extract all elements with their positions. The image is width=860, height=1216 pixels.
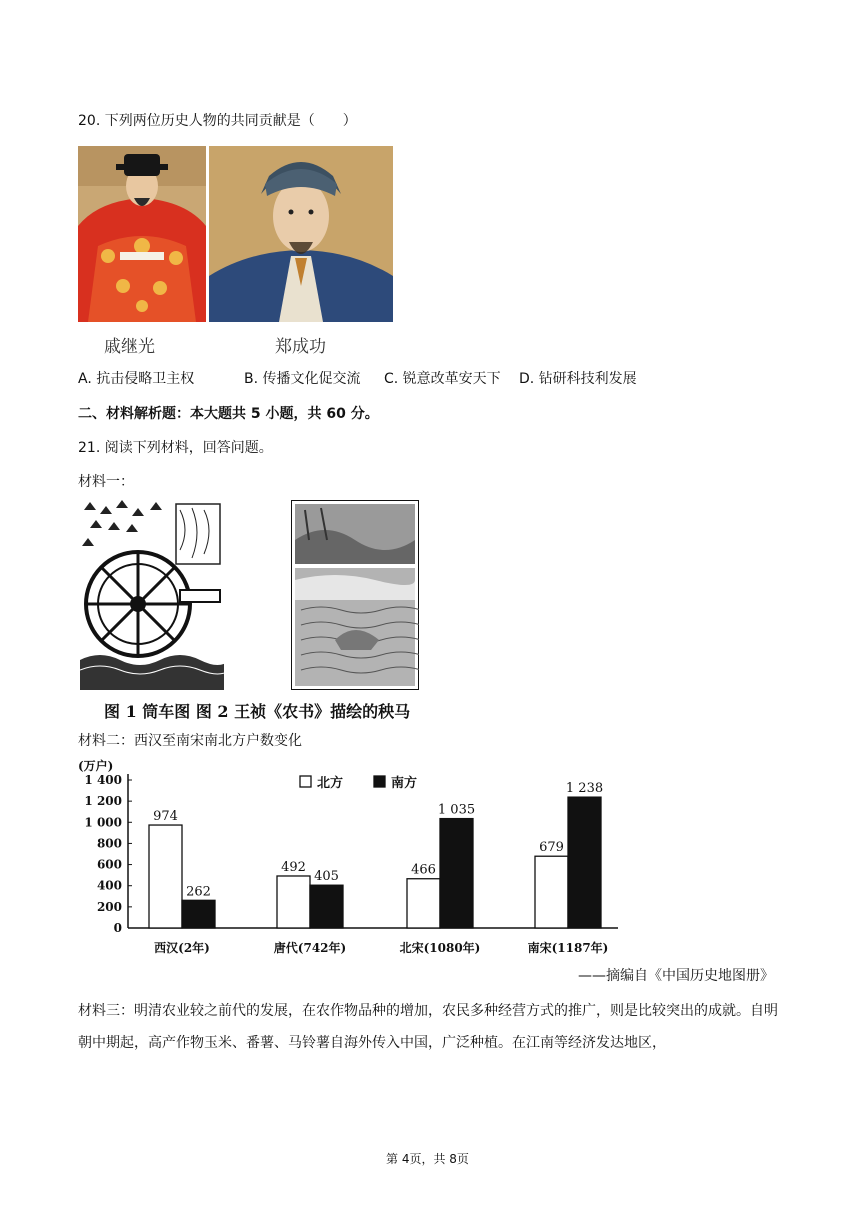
- portrait-qi-jiguang-image: [78, 146, 206, 322]
- y-tick-label: 600: [96, 857, 122, 872]
- rice-seedling-horse-drawing: [291, 500, 419, 690]
- page-footer: 第 4页，共 8页: [386, 1152, 469, 1166]
- portrait-caption-1: 戚继光: [104, 337, 155, 357]
- portrait-zheng-chenggong-image: [209, 146, 393, 322]
- legend-label-north: 北方: [317, 776, 344, 791]
- question-20-stem: 20. 下列两位历史人物的共同贡献是（ ）: [78, 113, 357, 129]
- bar-value-label: 405: [314, 869, 339, 885]
- bar-north: [407, 879, 440, 928]
- bar-north: [535, 856, 568, 928]
- water-wheel-drawing: [80, 500, 224, 690]
- y-axis-label: (万户): [78, 759, 114, 773]
- bar-value-label: 466: [411, 862, 436, 878]
- household-bar-chart: [78, 758, 638, 966]
- x-category-label: 北宋(1080年): [399, 941, 481, 955]
- material-2-label: 材料二：西汉至南宋南北方户数变化: [78, 733, 302, 749]
- x-category-label: 南宋(1187年): [527, 941, 609, 955]
- bar-north: [149, 825, 182, 928]
- material-1-caption: 图 1 筒车图 图 2 王祯《农书》描绘的秧马: [104, 702, 411, 721]
- y-tick-label: 0: [113, 921, 122, 935]
- y-tick-label: 400: [96, 878, 122, 893]
- bar-south: [568, 797, 601, 928]
- x-category-label: 西汉(2年): [154, 941, 210, 955]
- section-2-title: 二、材料解析题：本大题共 5 小题，共 60 分。: [78, 406, 379, 422]
- option-a: A. 抗击侵略卫主权: [78, 371, 195, 387]
- y-tick-label: 1 000: [84, 815, 122, 830]
- figure-water-wheel: [80, 500, 224, 690]
- bar-value-label: 1 238: [565, 781, 604, 797]
- bar-value-label: 492: [281, 859, 306, 875]
- x-category-label: 唐代(742年): [273, 941, 347, 955]
- bar-north: [277, 876, 310, 928]
- y-tick-label: 1 400: [84, 773, 122, 787]
- bar-value-label: 1 035: [437, 802, 476, 818]
- legend-label-south: 南方: [391, 776, 418, 791]
- bar-value-label: 679: [539, 840, 564, 856]
- bar-south: [182, 900, 215, 928]
- bar-south: [310, 885, 343, 928]
- question-21-stem: 21. 阅读下列材料，回答问题。: [78, 440, 273, 456]
- bar-value-label: 262: [186, 884, 211, 900]
- bar-value-label: 974: [153, 809, 178, 825]
- y-tick-label: 200: [96, 899, 122, 914]
- option-c: C. 锐意改革安天下: [384, 371, 501, 387]
- figure-rice-seedling-horse: [291, 500, 419, 690]
- y-tick-label: 800: [96, 836, 122, 851]
- legend-swatch-north: [300, 776, 311, 787]
- material-3-paragraph: 材料三：明清农业较之前代的发展，在农作物品种的增加，农民多种经营方式的推广，则是比较突出的成就。自明朝中期起，高产作物玉米、番薯、马铃薯自海外传入中国，广泛种植。在江南等经济发达地区，: [78, 1003, 778, 1051]
- bar-south: [440, 819, 473, 928]
- material-2-source: ——摘编自《中国历史地图册》: [578, 968, 774, 984]
- option-d: D. 钻研科技利发展: [519, 371, 637, 387]
- legend-swatch-south: [374, 776, 385, 787]
- portrait-caption-2: 郑成功: [275, 337, 326, 357]
- material-1-label: 材料一：: [78, 474, 134, 490]
- y-tick-label: 1 200: [84, 794, 122, 809]
- portrait-qi-jiguang: [78, 146, 206, 322]
- option-b: B. 传播文化促交流: [244, 371, 361, 387]
- portrait-zheng-chenggong: [209, 146, 393, 322]
